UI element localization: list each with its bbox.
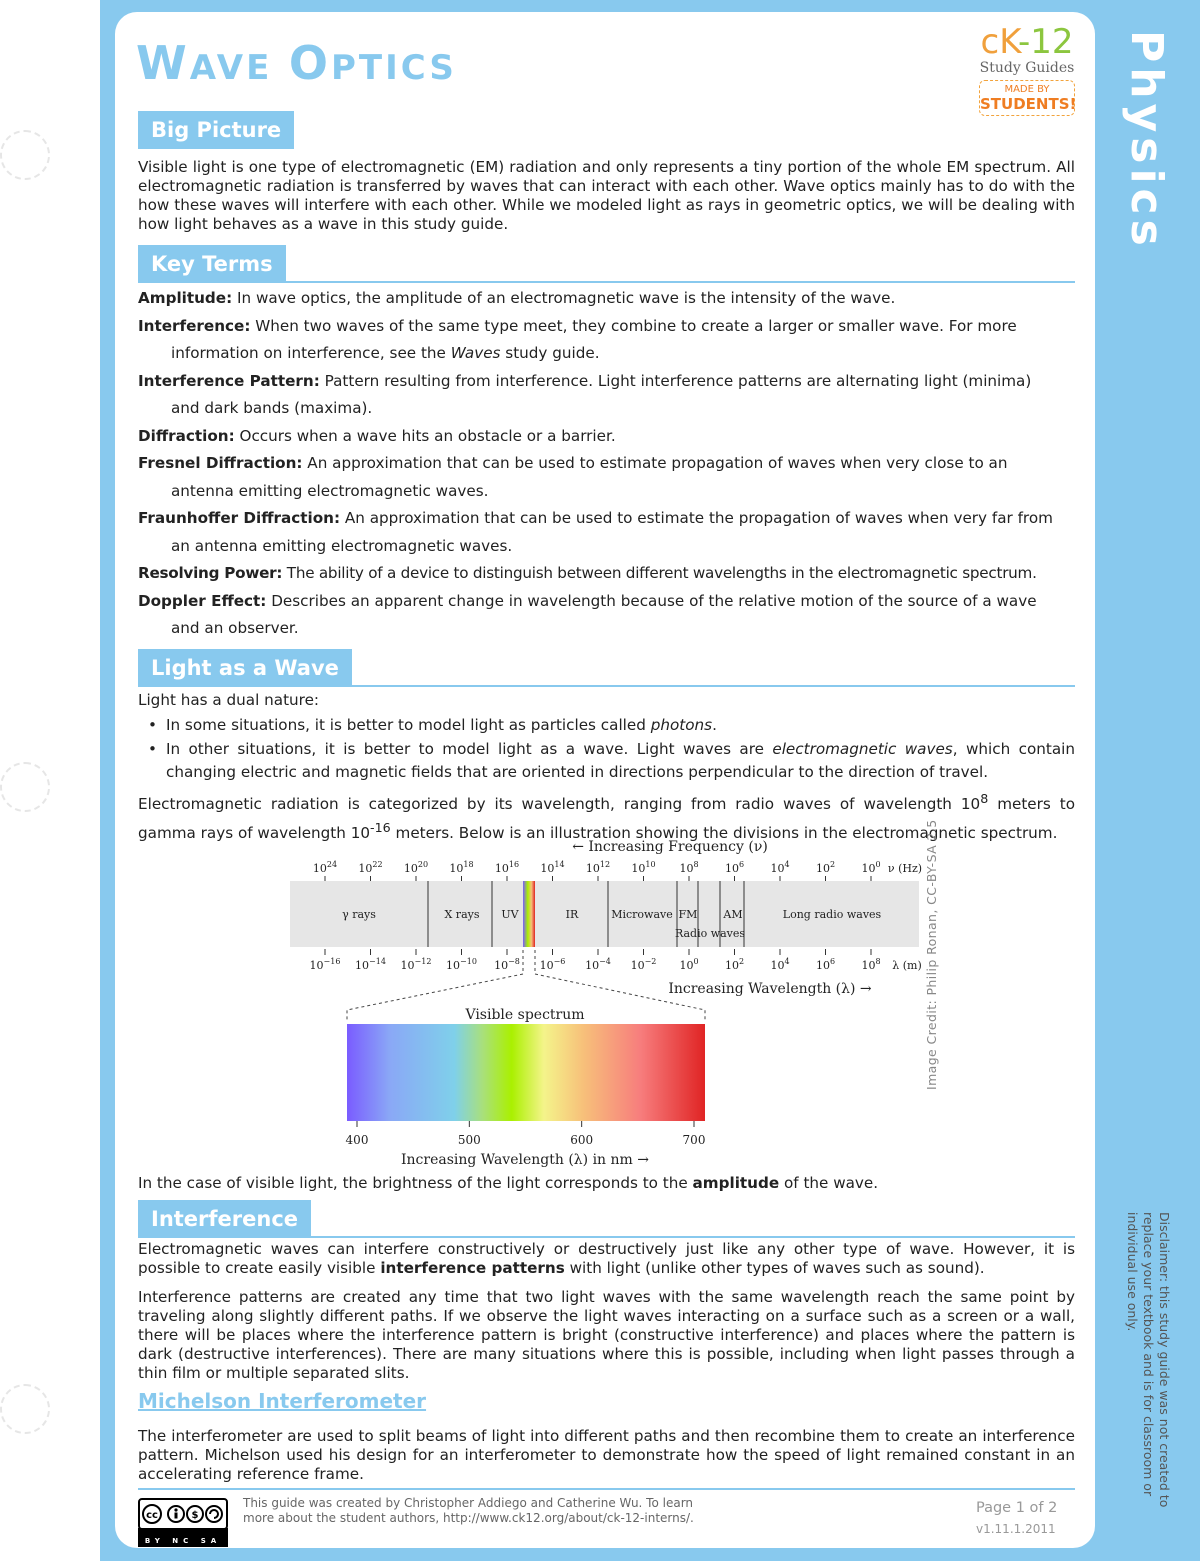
frequency-tick: $10^{18}$ [449, 860, 474, 875]
visible-band-marker [523, 881, 535, 947]
cc-license-badge: cc $ BY NC SA [138, 1498, 228, 1547]
band-uv: UV [501, 908, 519, 921]
wavelength-tick: $10^{-4}$ [585, 957, 611, 972]
interference-paragraph-2: Interference patterns are created any time that two light waves with the same wavelength reach the same point by traveling along slightly different paths. If we observe the light waves interacting on a surface such as a screen or a wall, there will be places where the interference pattern is bright (constructive interference) and places where the pattern is dark (destructive interferences). There are many situations where this is possible, including when light passes through a thin film or multiple separated slits. [138, 1288, 1075, 1382]
heading-michelson: Michelson Interferometer [138, 1389, 427, 1413]
page-number: Page 1 of 2 [976, 1500, 1058, 1516]
frequency-tick: $10^{12}$ [585, 860, 611, 875]
heading-light-as-a-wave: Light as a Wave [138, 649, 352, 687]
frequency-tick: $10^{16}$ [494, 860, 520, 875]
big-picture-text: Visible light is one type of electromagnetic (EM) radiation and only represents a tiny portion of the whole EM spectrum. All electromagnetic radiation is transferred by waves that can interact with each other. Wave optics mainly has to do with the how these waves will interfere with each other. While we modeled light as rays in geometric optics, we will be dealing with how light behaves as a wave in this study guide. [138, 158, 1075, 233]
wavelength-tick: $10^{-12}$ [400, 957, 432, 972]
frequency-tick: $10^8$ [679, 860, 699, 875]
em-radiation-text: Electromagnetic radiation is categorized by its wavelength, ranging from radio waves of wavelength $10^8$ meters to gamma rays of wavelength $10^{-16}$ meters. Below is an illustration showing the divisions in the electromagnetic spectrum. [138, 790, 1075, 842]
interference-paragraph-1: Electromagnetic waves can interfere constructively or destructively just like any other type of wave. However, it is possible to create easily visible interference patterns with light (unlike other types of waves such as sound). [138, 1240, 1075, 1277]
term-doppler: Doppler Effect: Describes an apparent change in wavelength because of the relative motion of the source of a wave and an observer. [138, 591, 1037, 637]
heading-rule [311, 1236, 1075, 1238]
bullet-photons: • In some situations, it is better to model light as particles called photons. [138, 714, 1075, 738]
wavelength-tick: $10^{-10}$ [446, 957, 477, 972]
frequency-tick: $10^{20}$ [403, 860, 429, 875]
wavelength-tick: $10^2$ [724, 957, 745, 972]
frequency-axis-label: ← Increasing Frequency (ν) [572, 839, 768, 855]
frequency-tick: $10^4$ [770, 860, 790, 875]
binder-strip [0, 0, 100, 1561]
frequency-tick: $10^{22}$ [358, 860, 383, 875]
frequency-tick: $10^{10}$ [631, 860, 656, 875]
cc-icons [140, 1504, 226, 1524]
binder-ring [0, 762, 50, 812]
logo-subtitle: Study Guides [979, 60, 1075, 76]
visible-spectrum-title: Visible spectrum [465, 1007, 585, 1023]
band-xray: X rays [444, 908, 480, 921]
michelson-text: The interferometer are used to split beams of light into different paths and then recombine them to create an interference pattern. Michelson used his design for an interferometer to demonstrate how the speed of light remained constant in an accelerating reference frame. [138, 1427, 1075, 1483]
svg-text:$: $ [191, 1510, 199, 1521]
em-spectrum-figure [285, 834, 925, 1170]
heading-interference: Interference [138, 1200, 311, 1238]
wavelength-tick: $10^{-6}$ [539, 957, 566, 972]
frequency-unit: ν (Hz) [887, 862, 923, 875]
visible-tick-label: 600 [570, 1133, 594, 1147]
heading-key-terms: Key Terms [138, 245, 286, 283]
wavelength-tick: $10^6$ [815, 957, 836, 972]
visible-light-text: In the case of visible light, the brightness of the light corresponds to the amplitude of the wave. [138, 1174, 879, 1192]
band-long-radio: Long radio waves [782, 908, 882, 921]
frequency-tick: $10^{24}$ [312, 860, 338, 875]
image-credit: Image Credit: Philip Ronan, CC-BY-SA 2.5 [924, 819, 939, 1090]
wavelength-tick: $10^{-14}$ [355, 957, 386, 972]
term-resolving-power: Resolving Power: The ability of a device to distinguish between different wavelengths in the electromagnetic spectrum. [138, 564, 1037, 582]
visible-tick-label: 500 [457, 1133, 481, 1147]
dual-nature-intro: Light has a dual nature: [138, 691, 320, 709]
frequency-tick: $10^{14}$ [540, 860, 565, 875]
band-am: AM [723, 908, 743, 921]
wavelength-tick: $10^4$ [770, 957, 790, 972]
band-fm: FM [678, 908, 698, 921]
visible-tick-label: 700 [682, 1133, 706, 1147]
term-diffraction: Diffraction: Occurs when a wave hits an obstacle or a barrier. [138, 426, 616, 445]
band-ir: IR [565, 908, 579, 921]
binder-ring [0, 1384, 50, 1434]
band-microwave: Microwave [611, 908, 673, 921]
wavelength-tick: $10^{-8}$ [494, 957, 520, 972]
wavelength-tick: $10^8$ [861, 957, 881, 972]
heading-rule [286, 281, 1075, 283]
wavelength-unit: λ (m) [892, 959, 922, 972]
term-fresnel: Fresnel Diffraction: An approximation that can be used to estimate propagation of waves when very close to an antenna emitting electromagnetic waves. [138, 454, 1008, 500]
frequency-tick: $10^6$ [724, 860, 745, 875]
wavelength-tick: $10^0$ [679, 957, 699, 972]
subject-tab-label: Physics [1121, 30, 1172, 251]
made-by-students-badge: MADE BY STUDENTS! [979, 80, 1075, 116]
visible-spectrum-bar [347, 1024, 705, 1121]
binder-ring [0, 130, 50, 180]
heading-big-picture: Big Picture [138, 111, 294, 149]
ck12-logo: cK-12 Study Guides MADE BY STUDENTS! [975, 26, 1079, 116]
page-title: WAVE OPTICS [136, 36, 457, 90]
term-interference: Interference: When two waves of the same type meet, they combine to create a larger or smaller wave. For more information on interference, see the Waves study guide. [138, 316, 1017, 362]
disclaimer-text: Disclaimer: this study guide was not created to replace your textbook and is for classroom or individual use only. [1125, 1212, 1172, 1508]
footer-rule [138, 1488, 1075, 1490]
band-gamma: γ rays [342, 908, 376, 921]
key-terms-list [138, 285, 1075, 643]
term-amplitude: Amplitude: In wave optics, the amplitude of an electromagnetic wave is the intensity of the wave. [138, 289, 896, 307]
visible-axis-label: Increasing Wavelength (λ) in nm → [400, 1152, 650, 1168]
bullet-waves: • In other situations, it is better to model light as a wave. Light waves are electromagnetic waves, which contain changing electric and magnetic fields that are oriented in directions perpendicular to the direction of travel. [138, 738, 1075, 785]
visible-tick-label: 400 [345, 1133, 369, 1147]
svg-text:cc: cc [146, 1510, 158, 1521]
wavelength-tick: $10^{-16}$ [309, 957, 341, 972]
footer-credit: This guide was created by Christopher Addiego and Catherine Wu. To learn more about the student authors, http://www.ck12.org/about/ck-12-interns/. [243, 1496, 694, 1525]
heading-rule [352, 685, 1075, 687]
term-interference-pattern: Interference Pattern: Pattern resulting from interference. Light interference patterns are alternating light (minima) and dark bands (maxima). [138, 371, 1032, 417]
version: v1.11.1.2011 [976, 1522, 1056, 1536]
wavelength-tick: $10^{-2}$ [630, 957, 657, 972]
term-fraunhoffer: Fraunhoffer Diffraction: An approximation that can be used to estimate the propagation of waves when very far from an antenna emitting electromagnetic waves. [138, 509, 1053, 555]
frequency-tick: $10^2$ [815, 860, 836, 875]
frequency-tick: $10^0$ [861, 860, 881, 875]
wavelength-axis-label: Increasing Wavelength (λ) → [668, 981, 872, 997]
band-radio-waves: Radio waves [674, 927, 746, 940]
